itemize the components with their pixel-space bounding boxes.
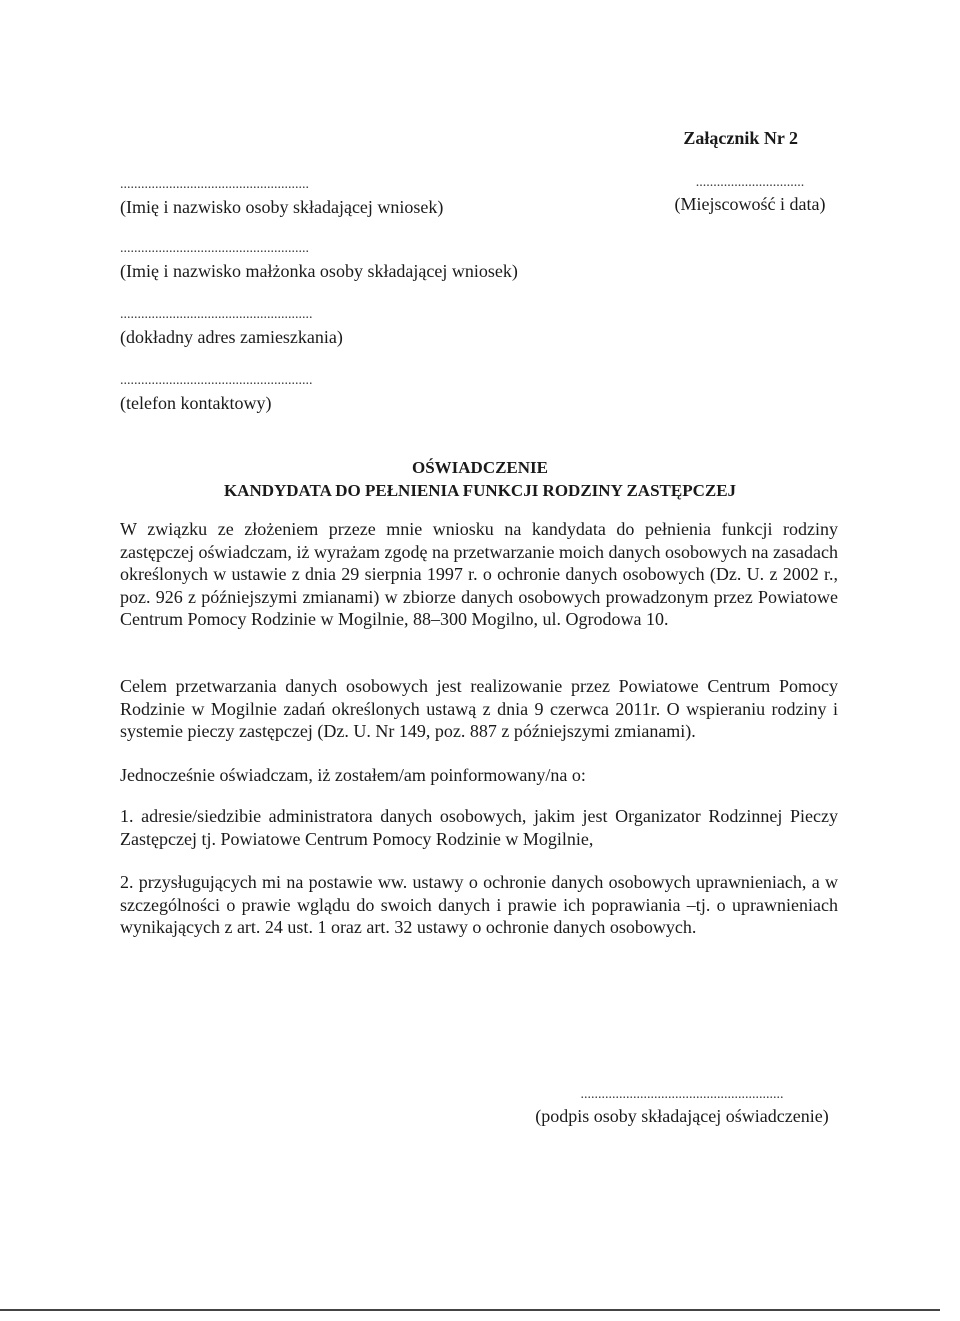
fill-line: .......................................................... (580, 1087, 784, 1102)
field-caption: (dokładny adres zamieszkania) (120, 327, 343, 347)
fill-line: ...................................................... (120, 177, 309, 192)
annex-label: Załącznik Nr 2 (683, 128, 798, 148)
field-caption: (Miejscowość i data) (674, 194, 826, 214)
paragraph-purpose: Celem przetwarzania danych osobowych jest realizowanie przez Powiatowe Centrum Pomocy Rodzinie w Mogilnie zadań określonych ustawą z dnia 9 czerwca 2011r. O wspieraniu rodziny i systemie pieczy zastępczej (Dz. U. Nr 149, poz. 887 z późniejszymi zmianami). (120, 676, 838, 741)
paragraph-informed: Jednocześnie oświadczam, iż zostałem/am poinformowany/na o: (120, 765, 586, 785)
phone-field (120, 374, 313, 414)
fill-line: ............................... (695, 175, 805, 190)
paragraph-consent: W związku ze złożeniem przeze mnie wniosku na kandydata do pełnienia funkcji rodziny zastępczej oświadczam, iż wyrażam zgodę na przetwarzanie moich danych osobowych na zasadach określonych w ustawie z dnia 29 sierpnia 1997 r. o ochronie danych osobowych (Dz. U. z 2002 r., poz. 926 z późniejszymi zmianami) w zbiorze danych osobowych prowadzonym przez Powiatowe Centrum Pomocy Rodzinie w Mogilnie, 88–300 Mogilno, ul. Ogrodowa 10. (120, 519, 838, 629)
signature-field (526, 1088, 838, 1127)
fill-line: ...................................................... (120, 241, 309, 256)
field-caption: (Imię i nazwisko małżonka osoby składającej wniosek) (120, 261, 518, 281)
field-caption: (Imię i nazwisko osoby składającej wniosek) (120, 197, 444, 217)
list-item-1: 1. adresie/siedzibie administratora danych osobowych, jakim jest Organizator Rodzinnej Pieczy Zastępczej tj. Powiatowe Centrum Pomocy Rodzinie w Mogilnie, (120, 806, 838, 849)
address-field (120, 308, 343, 348)
place-date-field (660, 176, 840, 215)
list-item-2: 2. przysługujących mi na postawie ww. ustawy o ochronie danych osobowych uprawnieniach, a w szczególności o prawie wglądu do swoich danych i prawie ich poprawiania –tj. o uprawnieniach wynikających z art. 24 ust. 1 oraz art. 32 ustawy o ochronie danych osobowych. (120, 872, 838, 937)
field-caption: (telefon kontaktowy) (120, 393, 272, 413)
fill-line: ....................................................... (120, 373, 313, 388)
field-caption: (podpis osoby składającej oświadczenie) (535, 1106, 829, 1126)
document-title (0, 456, 960, 502)
title-line-1: OŚWIADCZENIE (411, 458, 549, 477)
title-line-2: KANDYDATA DO PEŁNIENIA FUNKCJI RODZINY ZASTĘPCZEJ (223, 481, 737, 500)
spouse-name-field (120, 242, 518, 282)
fill-line: ....................................................... (120, 307, 313, 322)
applicant-name-field (120, 178, 443, 218)
scan-edge-line (0, 1309, 940, 1311)
